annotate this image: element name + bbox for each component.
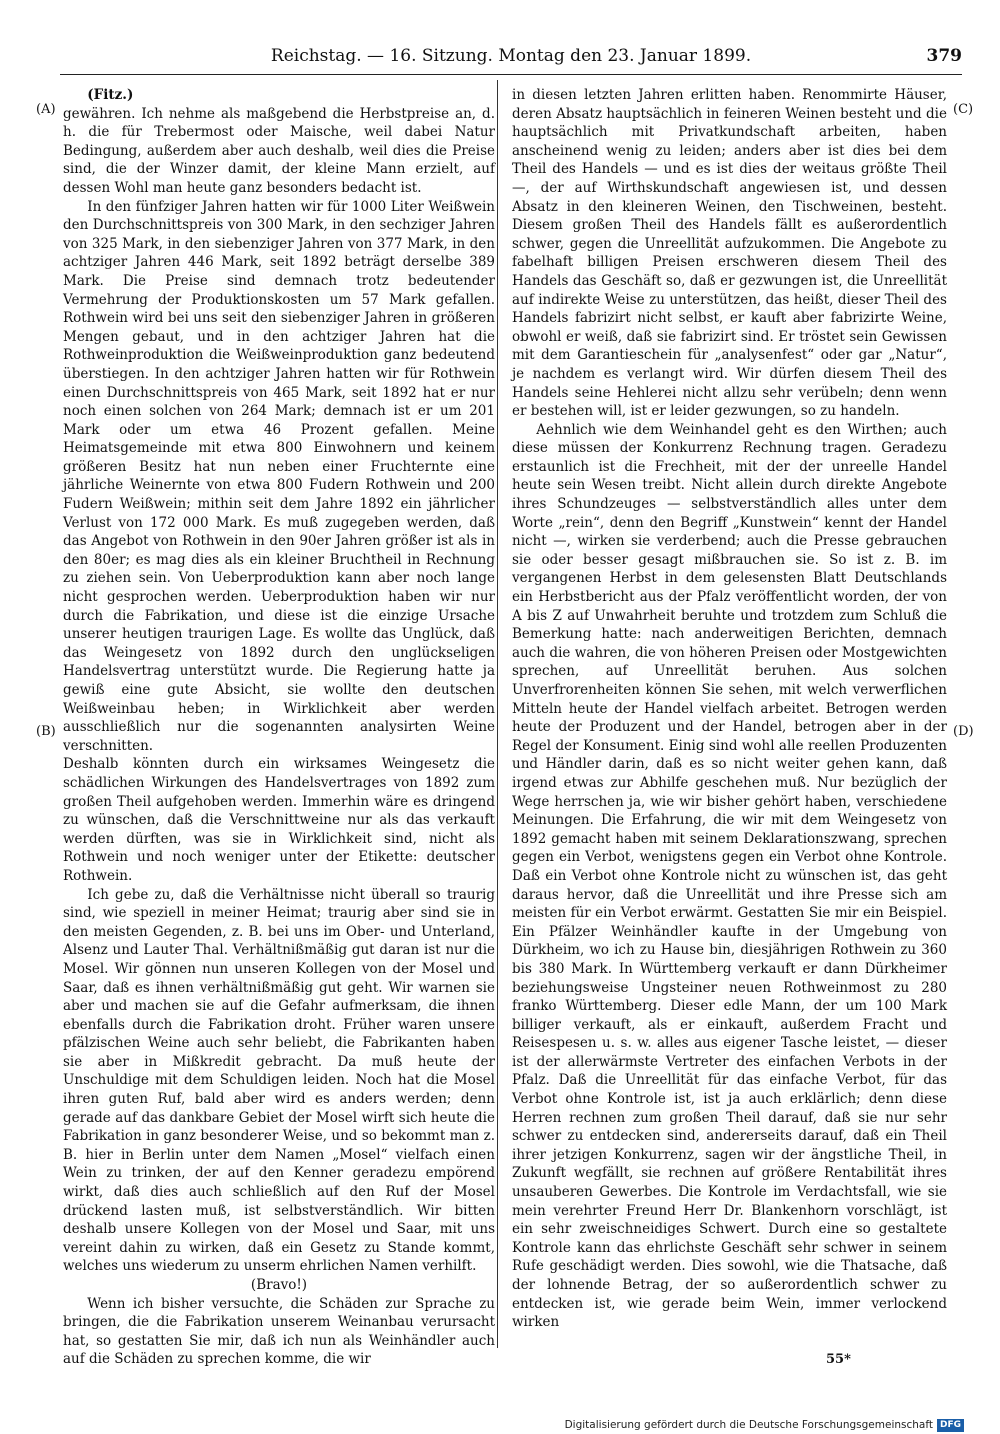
margin-marker-d: (D) [953,724,974,739]
interjection: (Bravo!) [250,1277,308,1293]
dfg-logo-icon: DFG [937,1419,964,1432]
paragraph: Deshalb könnten durch ein wirksames Weingesetz die schädlichen Wirkungen des Handelsvertrages von 1892 zum großen Theil aufgehoben werden. Immerhin wäre es dringend zu wünschen, daß die Verschnittweine nur als das verkauft werden dürften, was sie in Wirklichkeit sind, nicht als Rothwein und noch weniger unter der Etikette: deutscher Rothwein. [63,756,495,884]
paragraph: gewähren. Ich nehme als maßgebend die Herbstpreise an, d. h. die für Trebermost oder Maische, weil dabei Natur Bedingung, außerdem aber auch deshalb, weil dies die Preise sind, die der Winzer damit, der kleine Mann erzielt, auf dessen Wohl man heute ganz besonders bedacht ist. [63,105,495,196]
credit-text: Digitalisierung gefördert durch die Deutsche Forschungsgemeinschaft [564,1419,933,1431]
sheet-signature: 55* [826,1352,851,1367]
paragraph: Ich gebe zu, daß die Verhältnisse nicht überall so traurig sind, wie speziell in meiner Heimat; traurig aber sind sie in den meisten Gegenden, z. B. bei uns im Ober- und Unterland, Alsenz und Lauter Thal. Verhältnißmäßig gut daran ist nur die Mosel. Wir gönnen nun unseren Kollegen von der Mosel und Saar, daß es ihnen verhältnißmäßig gut geht. Wir warnen sie aber und machen sie auf die Gefahr aufmerksam, die ihnen ebenfalls durch die Fabrikation droht. Früher waren unsere pfälzischen Weine auch sehr beliebt, die Fabrikanten haben sie aber in Mißkredit gebracht. Da muß heute der Unschuldige mit dem Schuldigen leiden. Noch hat die Mosel ihren guten Ruf, bald aber wird es anders werden; denn gerade auf das dankbare Gebiet der Mosel wirft sich heute die Fabrikation in ganz besonderer Weise, und so bekommt man z. B. hier in Berlin unter dem Namen „Mosel“ vielfach einen Wein zu trinken, der auf den Kenner geradezu empörend wirkt, daß dies auch schließlich auf den Ruf der Mosel drückend lasten muß, ist selbstverständlich. Wir bitten deshalb unsere Kollegen von der Mosel und Saar, mit uns vereint dahin zu wirken, daß ein Gesetz zu Stande kommt, welches uns wiederum zu unserm ehrlichen Namen verhilft. [63,886,495,1275]
left-column [63,86,495,1369]
page-number: 379 [926,46,962,66]
running-title: Reichstag. — 16. Sitzung. Montag den 23. Januar 1899. [270,46,752,66]
paragraph: Aehnlich wie dem Weinhandel geht es den Wirthen; auch diese müssen der Konkurrenz Rechnung tragen. Geradezu erstaunlich ist die Frechheit, mit der der unreelle Handel heute sein Wesen treibt. Nicht allein durch direkte Angebote ihres Schundzeuges — selbstverständlich alles unter dem Worte „rein“, denn den Begriff „Kunstwein“ kennt der Handel nicht —, wirken sie verderbend; auch die Presse gebrauchen sie oder besser gesagt mißbrauchen sie. So ist z. B. im vergangenen Herbst in dem gelesensten Blatt Deutschlands ein Herbstbericht aus der Pfalz veröffentlicht worden, der von A bis Z auf Unwahrheit beruhte und trotzdem zum Schluß die Bemerkung hatte: nach anderweitigen Berichten, demnach auch die wahren, die von höheren Preisen oder Mostgewichten sprechen, auf Unreellität beruhen. Aus solchen Unverfrorenheiten können Sie sehen, mit welch verwerflichen Mitteln heute der Handel vielfach arbeitet. Betrogen werden heute der Produzent und der Handel, betrogen aber in der Regel der Konsument. Einig sind wohl alle reellen Produzenten und Händler darin, daß es so nicht weiter gehen kann, daß irgend etwas zur Abhilfe geschehen muß. Nur bezüglich der Wege herrschen ja, wie wir bisher gehört haben, verschiedene Meinungen. Die Erfahrung, die wir mit dem Weingesetz von 1892 gemacht haben mit seinem Deklarationszwang, sprechen gegen ein Verbot, wenigstens gegen ein Verbot ohne Kontrole. Daß ein Verbot ohne Kontrole nicht zu wünschen ist, das geht daraus hervor, daß die Unreellität und ihre Presse sich am meisten für ein Verbot erwärmt. Gestatten Sie mir ein Beispiel. Ein Pfälzer Weinhändler kaufte in der Umgebung von Dürkheim, wo ich zu Hause bin, diesjährigen Rothwein zu 360 bis 380 Mark. In Württemberg verkauft er dann Dürkheimer beziehungsweise Ungsteiner neuen Rothweinmost zu 280 franko Württemberg. Dieser edle Mann, der um 100 Mark billiger verkauft, als er einkauft, außerdem Fracht und Reisespesen u. s. w. alles aus eigener Tasche leistet, — dieser ist der allerwärmste Vertreter des einfachen Verbots in der Pfalz. Daß die Unreellität für das einfache Verbot, für das Verbot ohne Kontrole ist, ist ja auch erklärlich; denn diese Herren rechnen zum großen Theil darauf, daß sie nur sehr schwer zu entdecken sind, andererseits darauf, daß ein Theil ihrer jetzigen Konkurrenz, sagen wir der ängstliche Theil, in Zukunft wegfällt, sie rechnen auf größere Rentabilität ihres unsauberen Gewerbes. Die Kontrole im Verdachtsfall, wie sie mein verehrter Freund Herr Dr. Blankenhorn vorschlägt, ist ein sehr zweischneidiges Schwert. Durch eine so gestaltete Kontrole kann das ehrlichste Geschäft sehr schwer in seinem Rufe geschädigt werden. Dies sowohl, wie die Thatsache, daß der lohnende Betrag, der so außerordentlich schwer zu entdecken ist, wie gerade beim Wein, immer verlockend wirken [512,421,947,1331]
paragraph: Wenn ich bisher versuchte, die Schäden zur Sprache zu bringen, die die Fabrikation unserem Weinanbau verursacht hat, so gestatten Sie mir, daß ich nun als Weinhändler auch auf die Schäden zu sprechen komme, die wir [63,1295,495,1368]
column-divider [497,80,498,1348]
paragraph: in diesen letzten Jahren erlitten haben. Renommirte Häuser, deren Absatz hauptsächlich in feineren Weinen besteht und die hauptsächlich mit Privatkundschaft arbeiten, haben anscheinend wenig zu leiden; anders aber ist dies bei dem Theil des Handels — und es ist dies der weitaus größte Theil —, der auf Wirthskundschaft angewiesen ist, und dessen Absatz in den kleineren Weinen, den Tischweinen, besteht. Diesem großen Theil des Handels fällt es außerordentlich schwer, gegen die Unreellität aufzukommen. Die Angebote zu fabelhaft billigen Preisen erschweren diesem Theil des Handels das Geschäft so, daß er gezwungen ist, die Unreellität auf indirekte Weise zu unterstützen, das heißt, dieser Theil des Handels fabrizirt nicht selbst, er kauft aber fabrizirte Weine, obwohl er weiß, daß sie fabrizirt sind. Er tröstet sein Gewissen mit dem Garantieschein für „analysenfest“ oder gar „Natur“, je nachdem es verlangt wird. Wir dürfen diesem Theil des Handels seine Hehlerei nicht allzu sehr verübeln; denn wenn er bestehen will, ist er leider gezwungen, so zu handeln. [512,87,947,420]
running-head [60,40,962,75]
right-column [512,86,947,1332]
margin-marker-b: (B) [36,724,56,739]
digitization-credit [565,1418,964,1432]
margin-marker-c: (C) [953,102,974,117]
paragraph: In den fünfziger Jahren hatten wir für 1000 Liter Weißwein den Durchschnittspreis von 300 Mark, in den sechziger Jahren von 325 Mark, in den siebenziger Jahren von 377 Mark, in den achtziger Jahren 446 Mark, seit 1892 beträgt derselbe 389 Mark. Die Preise sind demnach trotz bedeutender Vermehrung der Produktionskosten um 57 Mark gefallen. Rothwein wird bei uns seit den siebenziger Jahren in größeren Mengen gebaut, und in den achtziger Jahren hat die Rothweinproduktion die Weißweinproduktion ganz bedeutend überstiegen. In den achtziger Jahren hatten wir für Rothwein einen Durchschnittspreis von 465 Mark, seit 1892 hat er nur noch einen solchen von 264 Mark; demnach ist er um 201 Mark oder um etwa 46 Prozent gefallen. Meine Heimatsgemeinde mit etwa 800 Einwohnern und keinem größeren Besitz hat nun neben einer Fruchternte eine jährliche Weinernte von etwa 800 Fudern Rothwein und 200 Fudern Weißwein; mithin seit dem Jahre 1892 ein jährlicher Verlust von 172 000 Mark. Es muß zugegeben werden, daß das Angebot von Rothwein in den 90er Jahren größer ist als in den 80er; es mag dies als ein kleiner Bruchtheil in Rechnung zu ziehen sein. Von Ueberproduktion kann aber noch lange nicht gesprochen werden. Ueberproduktion haben wir nur durch die Fabrikation, und diese ist die einzige Ursache unserer heutigen traurigen Lage. Es wollte das Unglück, daß das Weingesetz von 1892 durch den unglückseligen Handelsvertrag unterstützt wurde. Die Regierung hatte ja gewiß eine gute Absicht, sie wollte den deutschen Weißweinbau heben; in Wirklichkeit aber werden ausschließlich nur die sogenannten analysirten Weine verschnitten. [63,198,495,754]
speaker-name: (Fitz.) [87,87,134,103]
margin-marker-a: (A) [36,102,56,117]
